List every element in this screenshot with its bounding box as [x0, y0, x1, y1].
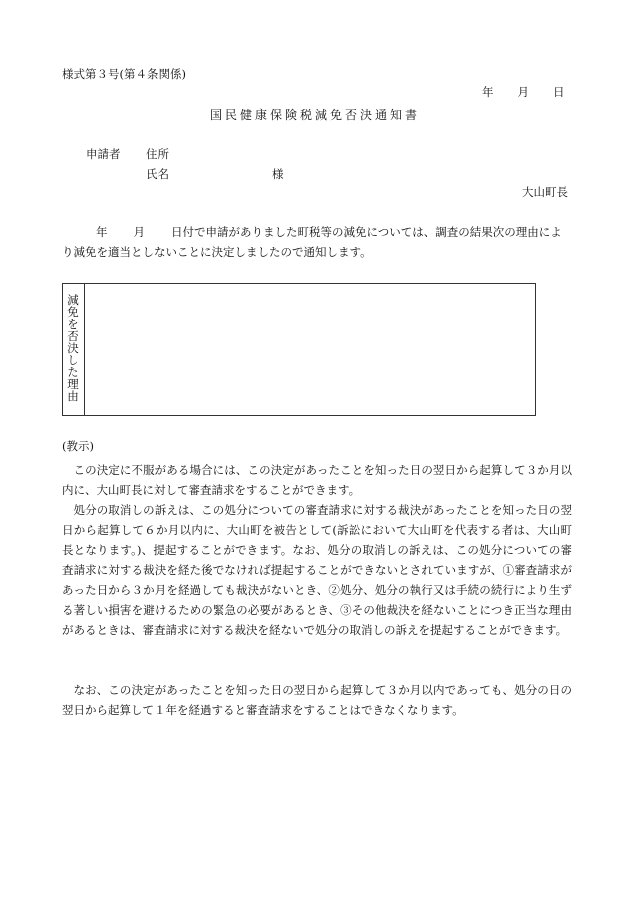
honorific-label: 様: [272, 167, 284, 181]
body-month: 月: [133, 225, 145, 239]
issuer-name: 大山町長: [522, 185, 568, 199]
body-year: 年: [96, 225, 108, 239]
notice-heading: (教示): [62, 439, 94, 453]
applicant-label: 申請者: [86, 147, 121, 161]
date-year: 年: [482, 85, 494, 99]
form-number: 様式第３号(第４条関係): [62, 67, 186, 81]
reason-box: [62, 283, 536, 416]
date-line: [482, 84, 565, 100]
date-day: 日: [553, 85, 565, 99]
body-text: [62, 222, 572, 262]
reason-label: 減免を否決した理由: [66, 294, 80, 402]
notice-paragraph: 処分の取消しの訴えは、この処分についての審査請求に対する裁決があったことを知った日の翌日から起算して６か月以内に、大山町を被告として(訴訟において大山町を代表する者は、大山町長となります。)、提起することができます。なお、処分の取消しの訴えは、この処分についての審査請求に対する裁決を経た後でなければ提起することができないとされていますが、①審査請求があった日から３か月を経過しても裁決がないとき、②処分、処分の執行又は手続の続行により生ずる著しい損害を避けるための緊急の必要があるとき、③その他裁決を経ないことにつき正当な理由があるときは、審査請求に対する裁決を経ないで処分の取消しの訴えを提起することができます。: [62, 503, 572, 637]
body-main-text: 日付で申請がありました町税等の減免については、調査の結果次の理由により減免を適当としないことに決定しましたので通知します。: [62, 225, 562, 259]
notice-paragraph: この決定に不服がある場合には、この決定があったことを知った日の翌日から起算して３か月以内に、大山町長に対して審査請求をすることができます。: [62, 463, 572, 497]
date-month: 月: [517, 85, 529, 99]
reason-label-cell: [63, 284, 85, 415]
name-label: 氏名: [146, 167, 169, 181]
document-title: 国民健康保険税減免否決通知書: [209, 108, 420, 122]
notice-paragraph: なお、この決定があったことを知った日の翌日から起算して３か月以内であっても、処分の日の翌日から起算して１年を経過すると審査請求をすることはできなくなります。: [62, 683, 572, 717]
address-label: 住所: [146, 147, 169, 161]
